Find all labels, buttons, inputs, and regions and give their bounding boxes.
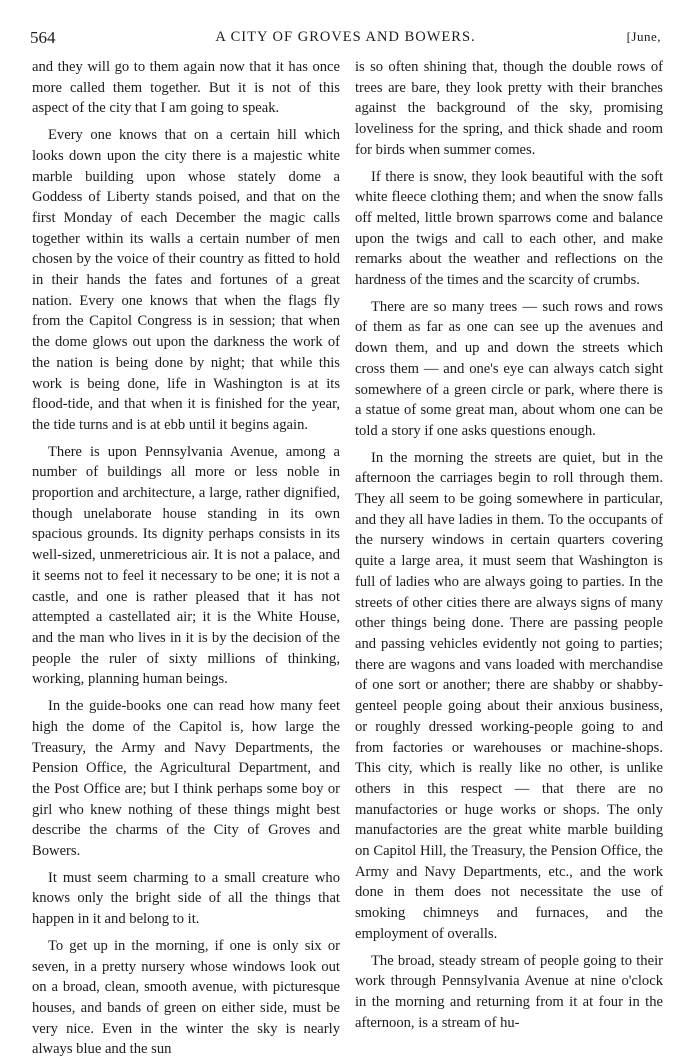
page-number: 564 (30, 28, 56, 47)
paragraph: To get up in the morning, if one is only six or seven, in a pretty nursery whose windows look out on a broad, clean, smooth avenue, with picturesque houses, and bands of green on either side, must be very nice. Even in the winter the sky is nearly always blue and the sun (32, 937, 340, 1058)
paragraph: is so often shining that, though the double rows of trees are bare, they look pretty with their branches against the background of the sky, promising loveliness for the spring, and thick shade and room for birds when summer comes. (355, 59, 663, 158)
month-label: [June, (626, 29, 661, 44)
running-title: A CITY OF GROVES AND BOWERS. (215, 29, 476, 45)
paragraph: Every one knows that on a certain hill which looks down upon the city there is a majestic white marble building upon whose stately dome a Goddess of Liberty stands poised, and that on the first Monday of each December the magic calls together within its walls a certain number of men chosen by the voice of their country as fitted to hold in their hands the fates and fortunes of a great nation. Every one knows that when the flags fly from the Capitol Congress is in session; that when the dome glows out upon the darkness the work of the nation is being done by night; that while this work is being done, life in Washington is at its flood-tide, and that when it is finished for the year, the tide turns and is at ebb until it begins again. (32, 127, 340, 433)
page-header (30, 28, 661, 50)
paragraph: There are so many trees — such rows and rows of them as far as one can see up the avenues and down them, and up and down the streets which cross them — and one's eye can always catch sight somewhere of a green circle or park, where there is a statue of some great man, about whom one can be told a story if one asks questions enough. (355, 298, 663, 439)
paragraph: and they will go to them again now that it has once more called them together. But it is not of this aspect of the city that I am going to speak. (32, 59, 340, 117)
paragraph: If there is snow, they look beautiful with the soft white fleece clothing them; and when the snow falls off melted, little brown sparrows come and balance upon the twigs and call to each other, and make remarks about the weather and reflections on the hardness of the times and the scarcity of crumbs. (355, 168, 663, 289)
paragraph: There is upon Pennsylvania Avenue, among a number of buildings all more or less noble in proportion and architecture, a large, rather dignified, though unelaborate house standing in its own spacious grounds. Its dignity perhaps consists in its well-sized, unmeretricious air. It is not a palace, and it seems not to feel it necessary to be one; it is not a castle, and one is rather pleased that it has not attempted a castellated air; it is the White House, and the man who lives in it is by the decision of the people the ruler of sixty millions of thinking, working, planning human beings. (32, 443, 340, 688)
left-column (32, 57, 340, 1060)
paragraph: It must seem charming to a small creature who knows only the bright side of all the things that happen in it and belong to it. (32, 869, 340, 928)
right-column (355, 57, 663, 1033)
paragraph: In the morning the streets are quiet, but in the afternoon the carriages begin to roll through them. They all seem to be going somewhere in particular, and they all have ladies in them. To the occupants of the nursery windows in certain quarters covering quite a large area, it must seem that Washington is full of ladies who are always going to parties. In the streets of other cities there are always signs of many other things being done. There are passing people and passing vehicles evidently not going to parties; there are wagons and vans loaded with merchandise of one sort or another; there are shabby or shabby-genteel people going about their anxious business, or roughly dressed working-people going to and from factories or warehouses or machine-shops. This city, which is really like no other, is unlike others in this respect — that there are no manufactories or huge works or shops. The only manufactories are the great white marble building on Capitol Hill, the Treasury, the Pension Office, the Army and Navy Departments, etc., and the work done in them does not necessitate the use of smoking chimneys and furnaces, and the employment of overalls. (355, 449, 663, 942)
paragraph: In the guide-books one can read how many feet high the dome of the Capitol is, how large the Treasury, the Army and Navy Departments, the Pension Office, the Agricultural Department, and the Post Office are; but I think perhaps some boy or girl who knew nothing of these things might best describe the charms of the City of Groves and Bowers. (32, 698, 340, 860)
paragraph: The broad, steady stream of people going to their work through Pennsylvania Avenue at nine o'clock in the morning and returning from it at four in the afternoon, is a stream of hu- (355, 952, 663, 1031)
